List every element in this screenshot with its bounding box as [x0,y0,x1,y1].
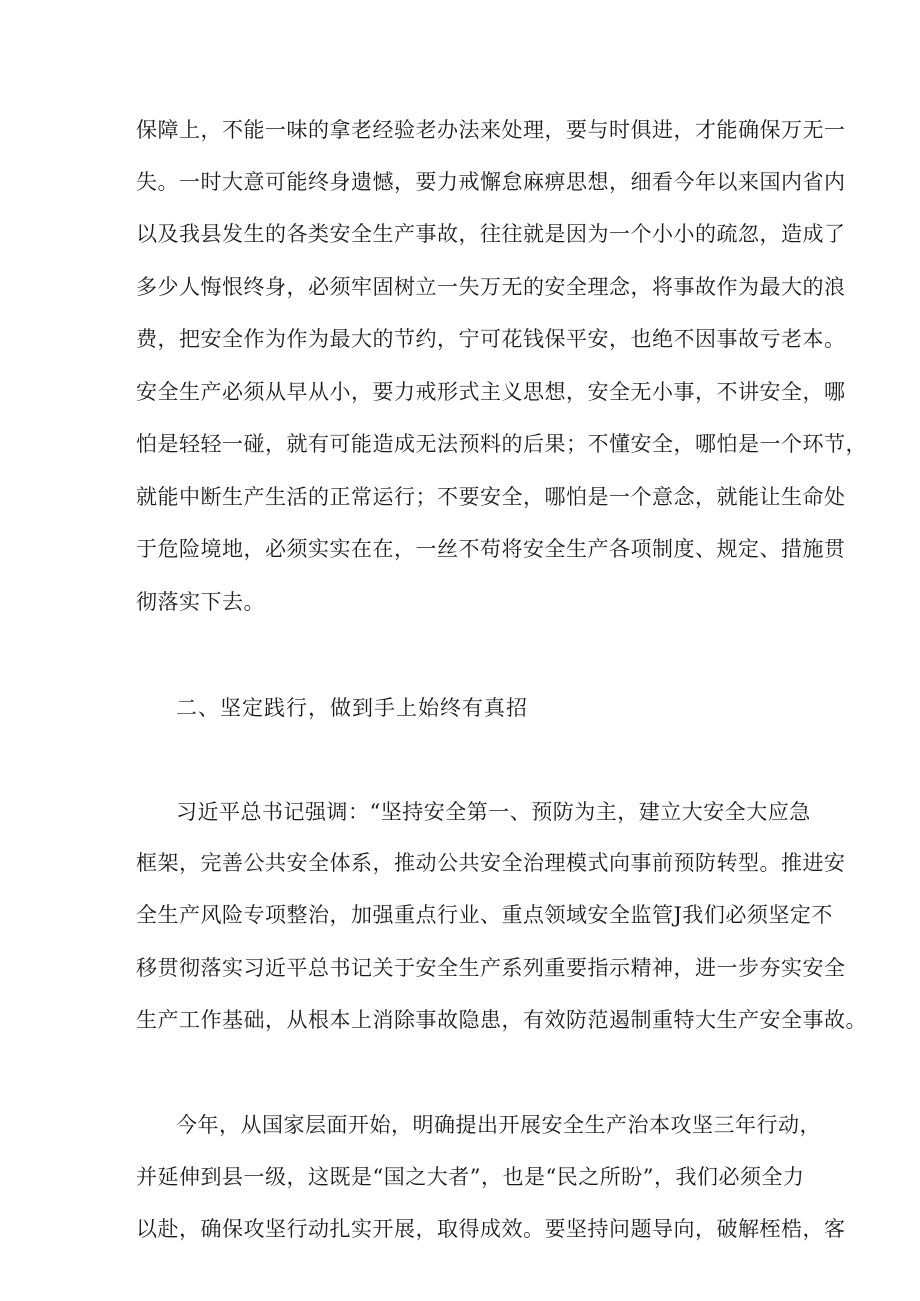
paragraph-line: 生产工作基础，从根本上消除事故隐患，有效防范遏制重特大生产安全事故。 [136,1008,867,1032]
paragraph-line: 移贯彻落实习近平总书记关于安全生产系列重要指示精神，进一步夯实安全 [136,956,846,980]
paragraph-line: 费，把安全作为作为最大的节约，宁可花钱保平安，也绝不因事故亏老本。 [136,327,846,351]
section-heading: 二、坚定践行，做到手上始终有真招 [176,696,528,720]
paragraph-line: 保障上，不能一味的拿老经验老办法来处理，要与时俱进，才能确保万无一 [136,118,846,142]
paragraph-line: 全生产风险专项整治，加强重点行业、重点领域安全监管J我们必须坚定不 [136,903,833,927]
paragraph-line: 并延伸到县一级，这既是“国之大者”，也是“民之所盼”，我们必须全力 [136,1165,805,1189]
paragraph-line: 于危险境地，必须实实在在，一丝不苟将安全生产各项制度、规定、措施贯 [136,537,846,561]
paragraph-line: 安全生产必须从早从小，要力戒形式主义思想，安全无小事，不讲安全，哪 [136,380,846,404]
paragraph-line: 框架，完善公共安全体系，推动公共安全治理模式向事前预防转型。推进安 [136,851,846,875]
paragraph-line: 以赴，确保攻坚行动扎实开展，取得成效。要坚持问题导向，破解桎梏，客 [136,1217,846,1241]
paragraph-line: 彻落实下去。 [136,590,265,614]
paragraph-line: 今年，从国家层面开始，明确提出开展安全生产治本攻坚三年行动， [176,1113,821,1137]
paragraph-line: 怕是轻轻一碰，就有可能造成无法预料的后果；不懂安全，哪怕是一个环节， [136,432,867,456]
paragraph-line: 失。一时大意可能终身遗憾，要力戒懈怠麻痹思想，细看今年以来国内省内 [136,170,846,194]
paragraph-line: 多少人悔恨终身，必须牢固树立一失万无的安全理念，将事故作为最大的浪 [136,275,846,299]
paragraph-line: 习近平总书记强调：“坚持安全第一、预防为主，建立大安全大应急 [176,800,811,824]
paragraph-line: 就能中断生产生活的正常运行；不要安全，哪怕是一个意念，就能让生命处 [136,485,846,509]
paragraph-line: 以及我县发生的各类安全生产事故，往往就是因为一个小小的疏忽，造成了 [136,222,846,246]
